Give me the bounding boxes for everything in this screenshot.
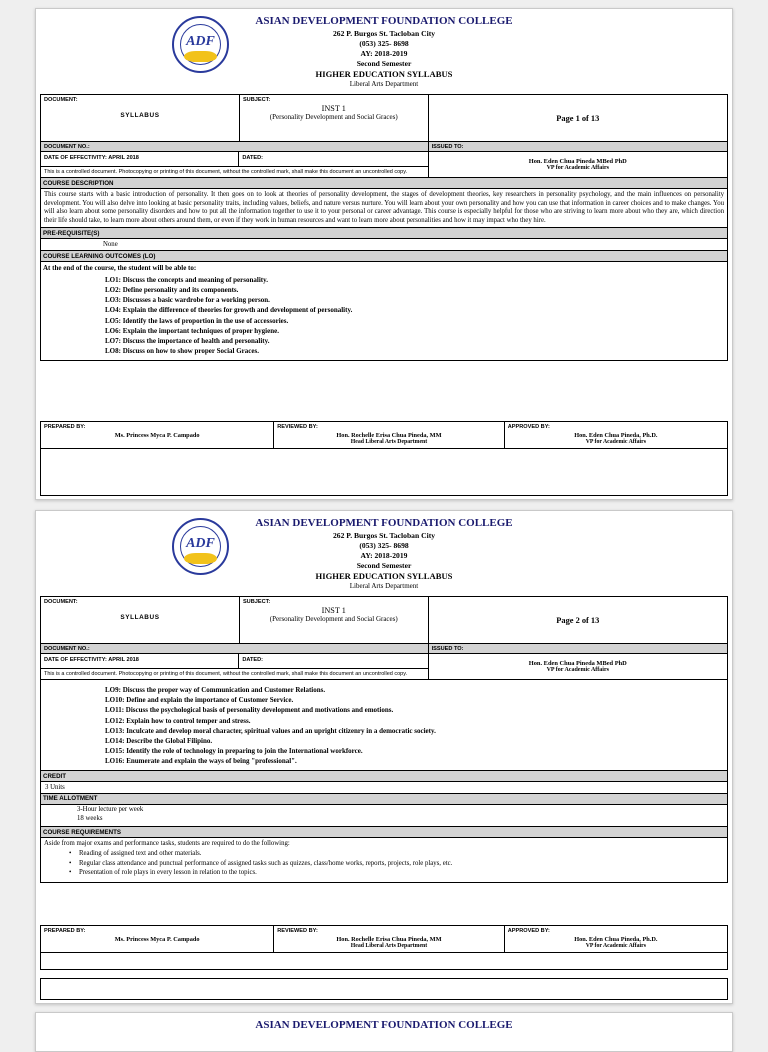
syllabus-title: HIGHER EDUCATION SYLLABUS [315, 68, 453, 79]
requirement-item: • Regular class attendance and punctual performance of assigned tasks such as quizzes, class/home works, reports, projects, role plays, etc. [69, 859, 723, 868]
requirements-intro: Aside from major exams and performance tasks, students are required to do the following: [44, 840, 290, 848]
page-indicator-cell [429, 95, 727, 141]
effectivity-label: DATE OF EFFECTIVITY: APRIL 2018 [41, 654, 239, 668]
reviewed-by-title: Head Liberal Arts Department [350, 439, 428, 445]
college-address: 262 P. Burgos St. Tacloban City [332, 28, 436, 38]
learning-outcomes-header: COURSE LEARNING OUTCOMES (LO) [41, 250, 727, 262]
logo-swoosh [184, 553, 217, 564]
page-indicator: Page 2 of 13 [556, 615, 600, 625]
learning-outcome-item: LO16: Enumerate and explain the ways of being "professional". [105, 757, 297, 766]
course-requirements-header: COURSE REQUIREMENTS [41, 826, 727, 838]
signature-empty-row [41, 953, 727, 969]
learning-outcome-item: LO11: Discuss the psychological basis of personality development and motivations and emotions. [105, 706, 394, 715]
approved-by-label: APPROVED BY: [507, 928, 550, 934]
logo-monogram [180, 24, 221, 65]
subject-label: SUBJECT: [242, 599, 271, 606]
syllabus-page-1 [35, 8, 733, 500]
signature-empty-row [41, 449, 727, 495]
subject-name: (Personality Development and Social Graces) [269, 113, 398, 122]
document-info-table [40, 596, 728, 680]
prepared-by-cell [41, 422, 274, 448]
requirement-item: • Presentation of role plays in every lesson in relation to the topics. [69, 868, 723, 877]
prepared-by-label: PREPARED BY: [44, 928, 86, 934]
empty-box [40, 978, 728, 1000]
approved-by-cell [505, 926, 727, 952]
reviewed-by-label: REVIEWED BY: [277, 928, 318, 934]
learning-outcome-item: LO4: Explain the difference of theories for growth and development of personality. [105, 306, 353, 315]
learning-outcomes-list [41, 273, 727, 360]
controlled-note: This is a controlled document. Photocopying or printing of this document, without the controlled mark, shall make this document an uncontrolled copy. [44, 670, 408, 677]
issued-to-title: VP for Academic Affairs [546, 667, 609, 674]
logo-monogram [180, 526, 221, 567]
credit-header: CREDIT [41, 770, 727, 782]
learning-outcomes-intro: At the end of the course, the student will be able to: [43, 264, 197, 273]
college-address: 262 P. Burgos St. Tacloban City [332, 530, 436, 540]
course-description-text: This course starts with a basic introduction of personality. It then goes on to look at theories of personality development, the stages of development theories, key researchers in personality psychology, and the main influences on personality development. You will also delve into looking at basic personality traits, including values, beliefs, and nature versus nurture. You will learn about your own personality and how you can use that information in career choices and to make changes. You will also learn about some personality disorders and how to put all the information together to use it to your personal or career advantage. This course is especially helpful for those who are striving to learn more about who they are, which direction their life should take, to learn more about others around them, or even if they work in human resources and want to learn more about personalities and how it may impact who they hire. [44, 191, 724, 224]
approved-by-title: VP for Academic Affairs [585, 439, 646, 445]
time-allotment-header: TIME ALLOTMENT [41, 793, 727, 805]
learning-outcome-item: LO12: Explain how to control temper and stress. [105, 716, 251, 725]
course-description-header: COURSE DESCRIPTION [41, 178, 727, 189]
reviewed-by-cell [274, 926, 504, 952]
learning-outcome-item: LO7: Discuss the importance of health and personality. [105, 336, 270, 345]
approved-by-name: Hon. Eden Chua Pineda, Ph.D. [574, 936, 658, 943]
logo-initials: ADF [186, 536, 215, 551]
reviewed-by-name: Hon. Rochelle Erisa Chua Pineda, MM [336, 936, 442, 943]
prepared-by-name: Ms. Princess Myca P. Campado [114, 936, 200, 943]
document-info-table [40, 94, 728, 178]
department-name: Liberal Arts Department [349, 80, 419, 89]
credit-value: 3 Units [45, 783, 65, 791]
document-value: SYLLABUS [120, 112, 160, 120]
college-phone: (053) 325- 8698 [359, 540, 409, 550]
logo-swoosh [184, 51, 217, 62]
document-viewer[interactable] [0, 8, 768, 1032]
reviewed-by-label: REVIEWED BY: [277, 424, 318, 430]
effectivity-label: DATE OF EFFECTIVITY: APRIL 2018 [41, 152, 239, 166]
issued-to-name: Hon. Eden Chua Pineda MBed PhD [528, 660, 627, 668]
issued-to-label: ISSUED TO: [429, 644, 727, 654]
document-no-label: DOCUMENT NO.: [41, 142, 428, 152]
signature-table [40, 421, 728, 496]
document-cell [41, 95, 240, 141]
page2-header [40, 517, 728, 591]
document-label: DOCUMENT: [44, 97, 78, 104]
learning-outcome-item: LO15: Identify the role of technology in preparing to join the International workforce. [105, 746, 363, 755]
subject-code: INST 1 [321, 104, 346, 114]
subject-name: (Personality Development and Social Graces) [269, 615, 398, 624]
semester: Second Semester [356, 58, 412, 68]
prepared-by-label: PREPARED BY: [44, 424, 86, 430]
dated-label: DATED: [242, 155, 264, 162]
approved-by-title: VP for Academic Affairs [585, 943, 646, 949]
time-allotment-line: 3-Hour lecture per week [77, 805, 144, 813]
time-allotment-values [41, 805, 727, 827]
learning-outcome-item: LO10: Define and explain the importance of Customer Service. [105, 696, 294, 705]
academic-year: AY: 2018-2019 [360, 550, 408, 560]
academic-year: AY: 2018-2019 [360, 48, 408, 58]
subject-code: INST 1 [321, 606, 346, 616]
logo-initials: ADF [186, 34, 215, 49]
dated-label: DATED: [242, 657, 264, 664]
subject-cell [240, 597, 429, 643]
approved-by-cell [505, 422, 727, 448]
learning-outcome-item: LO9: Discuss the proper way of Communication and Customer Relations. [105, 686, 326, 695]
college-phone: (053) 325- 8698 [359, 38, 409, 48]
learning-outcome-item: LO3: Discusses a basic wardrobe for a working person. [105, 296, 270, 305]
issued-to-name: Hon. Eden Chua Pineda MBed PhD [528, 158, 627, 166]
college-name: ASIAN DEVELOPMENT FOUNDATION COLLEGE [255, 15, 513, 27]
document-value: SYLLABUS [120, 614, 160, 622]
prepared-by-name: Ms. Princess Myca P. Campado [114, 432, 200, 439]
approved-by-name: Hon. Eden Chua Pineda, Ph.D. [574, 432, 658, 439]
subject-label: SUBJECT: [242, 97, 271, 104]
time-allotment-line: 18 weeks [77, 814, 103, 822]
department-name: Liberal Arts Department [349, 582, 419, 591]
document-label: DOCUMENT: [44, 599, 78, 606]
learning-outcome-item: LO1: Discuss the concepts and meaning of personality. [105, 276, 268, 285]
requirement-item: • Reading of assigned text and other materials. [69, 849, 723, 858]
page-indicator-cell [429, 597, 727, 643]
controlled-note: This is a controlled document. Photocopying or printing of this document, without the controlled mark, shall make this document an uncontrolled copy. [44, 168, 408, 175]
college-logo-icon [172, 16, 229, 73]
issued-to-title: VP for Academic Affairs [546, 165, 609, 172]
approved-by-label: APPROVED BY: [507, 424, 550, 430]
signature-table [40, 925, 728, 970]
reviewed-by-title: Head Liberal Arts Department [350, 943, 428, 949]
learning-outcome-item: LO5: Identify the laws of proportion in the use of accessories. [105, 316, 289, 325]
page2-content [40, 680, 728, 883]
requirements-list [41, 848, 727, 882]
page3-header [40, 1019, 728, 1033]
reviewed-by-cell [274, 422, 504, 448]
issued-to-label: ISSUED TO: [429, 142, 727, 152]
page1-header [40, 15, 728, 89]
college-name: ASIAN DEVELOPMENT FOUNDATION COLLEGE [255, 517, 513, 529]
page-indicator: Page 1 of 13 [556, 113, 600, 123]
semester: Second Semester [356, 560, 412, 570]
learning-outcomes-list [41, 680, 727, 770]
college-name: ASIAN DEVELOPMENT FOUNDATION COLLEGE [255, 1019, 513, 1031]
learning-outcome-item: LO13: Inculcate and develop moral character, spiritual values and an upright citizenry in a democratic society. [105, 726, 436, 735]
prerequisite-value: None [103, 241, 118, 249]
learning-outcome-item: LO2: Define personality and its components. [105, 286, 239, 295]
prerequisite-header: PRE-REQUISITE(S) [41, 227, 727, 239]
syllabus-page-2 [35, 510, 733, 1004]
learning-outcome-item: LO6: Explain the important techniques of proper hygiene. [105, 326, 279, 335]
document-no-label: DOCUMENT NO.: [41, 644, 428, 654]
subject-cell [240, 95, 429, 141]
document-cell [41, 597, 240, 643]
reviewed-by-name: Hon. Rochelle Erisa Chua Pineda, MM [336, 432, 442, 439]
learning-outcome-item: LO14: Describe the Global Filipino. [105, 736, 213, 745]
prepared-by-cell [41, 926, 274, 952]
college-logo-icon [172, 518, 229, 575]
syllabus-page-3 [35, 1012, 733, 1052]
learning-outcome-item: LO8: Discuss on how to show proper Social Graces. [105, 347, 259, 356]
page1-content [40, 178, 728, 361]
syllabus-title: HIGHER EDUCATION SYLLABUS [315, 570, 453, 581]
